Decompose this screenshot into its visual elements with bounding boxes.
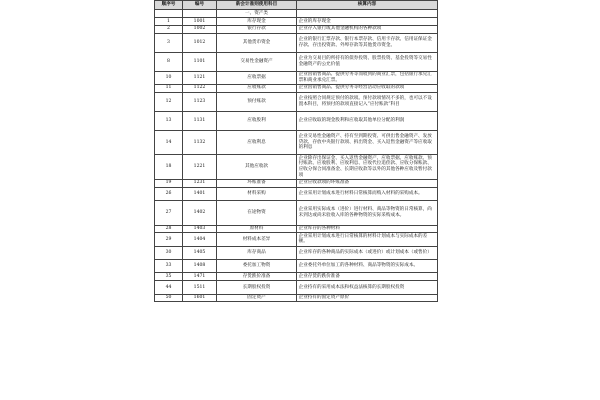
row-seq: 28 <box>155 225 183 233</box>
row-subject-name: 预付账款 <box>217 92 297 111</box>
row-content: 企业库存的各种材料 <box>297 225 438 233</box>
row-code: 1403 <box>183 225 217 233</box>
row-code: 1002 <box>183 25 217 33</box>
table-row <box>155 273 438 281</box>
row-seq: 27 <box>155 200 183 225</box>
row-seq: 13 <box>155 111 183 130</box>
row-seq: 1 <box>155 17 183 25</box>
row-subject-name: 库存商品 <box>217 246 297 259</box>
row-subject-name: 银行存款 <box>217 25 297 33</box>
row-subject-name: 材料成本差异 <box>217 233 297 246</box>
row-code: 1121 <box>183 71 217 84</box>
row-subject-name: 应收账款 <box>217 84 297 92</box>
row-seq: 30 <box>155 246 183 259</box>
table-row <box>155 17 438 25</box>
row-subject-name: 在途物资 <box>217 200 297 225</box>
row-seq: 18 <box>155 155 183 180</box>
row-content: 企业库存的各种商品的实际成本（或进价）或计划成本（或售价） <box>297 246 438 259</box>
row-subject-name: 固定资产 <box>217 294 297 302</box>
row-subject-name: 应收股利 <box>217 111 297 130</box>
row-subject-name: 材料采购 <box>217 187 297 200</box>
row-content: 企业采用实际成本（进价）进行材料、商品等物资的日常核算，尚未到达或尚未验收入库的各种物资的实际采购成本。 <box>297 200 438 225</box>
table-row <box>155 33 438 52</box>
row-seq: 2 <box>155 25 183 33</box>
row-seq: 29 <box>155 233 183 246</box>
table-row <box>155 246 438 259</box>
row-code: 1221 <box>183 155 217 180</box>
row-code: 1511 <box>183 281 217 294</box>
row-code: 1471 <box>183 273 217 281</box>
table-row <box>155 200 438 225</box>
table-row <box>155 130 438 155</box>
row-subject-name: 其他应收款 <box>217 155 297 180</box>
row-content: 企业采用计划成本进行日常核算的材料计划成本与实际成本的差额。 <box>297 233 438 246</box>
row-content: 企业为交易目的所持有的债券投资、股票投资、基金投资等交易性金融资产的公允价值 <box>297 52 438 71</box>
table-row <box>155 187 438 200</box>
table-row <box>155 25 438 33</box>
row-content: 企业的银行汇票存款、银行本票存款、信用卡存款、信用证保证金存款、存出投资款、外埠存款等其他货币资金。 <box>297 33 438 52</box>
row-seq: 8 <box>155 52 183 71</box>
table-row <box>155 92 438 111</box>
table-row <box>155 294 438 302</box>
row-subject-name: 存货跌价准备 <box>217 273 297 281</box>
table-row <box>155 233 438 246</box>
row-seq: 11 <box>155 84 183 92</box>
row-content: 企业存入银行或其他金融机构的各种款项 <box>297 25 438 33</box>
row-seq: 35 <box>155 273 183 281</box>
row-content: 企业的库存现金 <box>297 17 438 25</box>
table-row <box>155 260 438 273</box>
row-code: 1131 <box>183 111 217 130</box>
row-content: 企业委托外单位加工的各种材料、商品等物资的实际成本。 <box>297 260 438 273</box>
row-subject-name: 坏账准备 <box>217 179 297 187</box>
table-row <box>155 111 438 130</box>
row-code: 1132 <box>183 130 217 155</box>
header-subject-name: 新会计准则使用科目 <box>217 1 297 10</box>
header-code: 编号 <box>183 1 217 10</box>
table-row <box>155 84 438 92</box>
row-content: 企业持有的固定资产原价 <box>297 294 438 302</box>
table-row <box>155 71 438 84</box>
header-content: 核算内容 <box>297 1 438 10</box>
table-row <box>155 179 438 187</box>
row-seq: 14 <box>155 130 183 155</box>
row-code: 1231 <box>183 179 217 187</box>
row-seq: 33 <box>155 260 183 273</box>
row-subject-name: 其他货币资金 <box>217 33 297 52</box>
row-code: 1122 <box>183 84 217 92</box>
row-code: 1401 <box>183 187 217 200</box>
row-seq: 26 <box>155 187 183 200</box>
row-subject-name: 应收利息 <box>217 130 297 155</box>
row-seq: 50 <box>155 294 183 302</box>
row-subject-name: 交易性金融资产 <box>217 52 297 71</box>
table-row <box>155 155 438 180</box>
row-seq: 19 <box>155 179 183 187</box>
row-content: 企业交易性金融资产、持有至到期投资、可供出售金融资产、发放贷款、存放中央银行款项、拆出资金、买入返售金融资产等应收取的利息 <box>297 130 438 155</box>
row-content: 企业应收款项的坏账准备 <box>297 179 438 187</box>
row-content: 企业持有的采用成本法和权益法核算的长期股权投资 <box>297 281 438 294</box>
table-row <box>155 281 438 294</box>
row-code: 1123 <box>183 92 217 111</box>
header-seq: 顺序号 <box>155 1 183 10</box>
section-row <box>155 10 438 18</box>
row-content: 企业采用计划成本进行材料日常核算而购入材料的采购成本。 <box>297 187 438 200</box>
row-code: 1012 <box>183 33 217 52</box>
row-seq: 12 <box>155 92 183 111</box>
row-seq: 3 <box>155 33 183 52</box>
row-content: 企业因销售商品、提供劳务等而收到的商业汇票，包括银行承兑汇票和商业承兑汇票。 <box>297 71 438 84</box>
row-code: 1404 <box>183 233 217 246</box>
table-header-row <box>155 1 438 10</box>
section-title: 一、资产类 <box>217 10 297 18</box>
row-subject-name: 应收票据 <box>217 71 297 84</box>
row-code: 1405 <box>183 246 217 259</box>
row-code: 1101 <box>183 52 217 71</box>
accounting-subjects-table <box>154 0 438 302</box>
table-row <box>155 52 438 71</box>
row-subject-name: 原材料 <box>217 225 297 233</box>
row-content: 企业存货的跌价准备 <box>297 273 438 281</box>
row-content: 企业因销售商品、提供劳务等经营活动应收取的款项 <box>297 84 438 92</box>
row-subject-name: 库存现金 <box>217 17 297 25</box>
row-subject-name: 委托加工物资 <box>217 260 297 273</box>
row-subject-name: 长期股权投资 <box>217 281 297 294</box>
row-code: 1001 <box>183 17 217 25</box>
row-code: 1408 <box>183 260 217 273</box>
row-code: 1601 <box>183 294 217 302</box>
row-content: 企业除存出保证金、买入返售金融资产、应收票据、应收账款、预付账款、应收股利、应收利息、应收代位追偿款、应收分保账款、应收分保合同准备金、长期应收款等以外的其他各种应收及暂付款项 <box>297 155 438 180</box>
row-seq: 10 <box>155 71 183 84</box>
row-seq: 44 <box>155 281 183 294</box>
row-content: 企业应收取的现金股利和应收取其他单位分配的利润 <box>297 111 438 130</box>
row-content: 企业按照合同规定预付的款项。预付款项情况不多的，也可以不设置本科目，将预付的款项直接记入“应付账款”科目 <box>297 92 438 111</box>
row-code: 1402 <box>183 200 217 225</box>
table-row <box>155 225 438 233</box>
